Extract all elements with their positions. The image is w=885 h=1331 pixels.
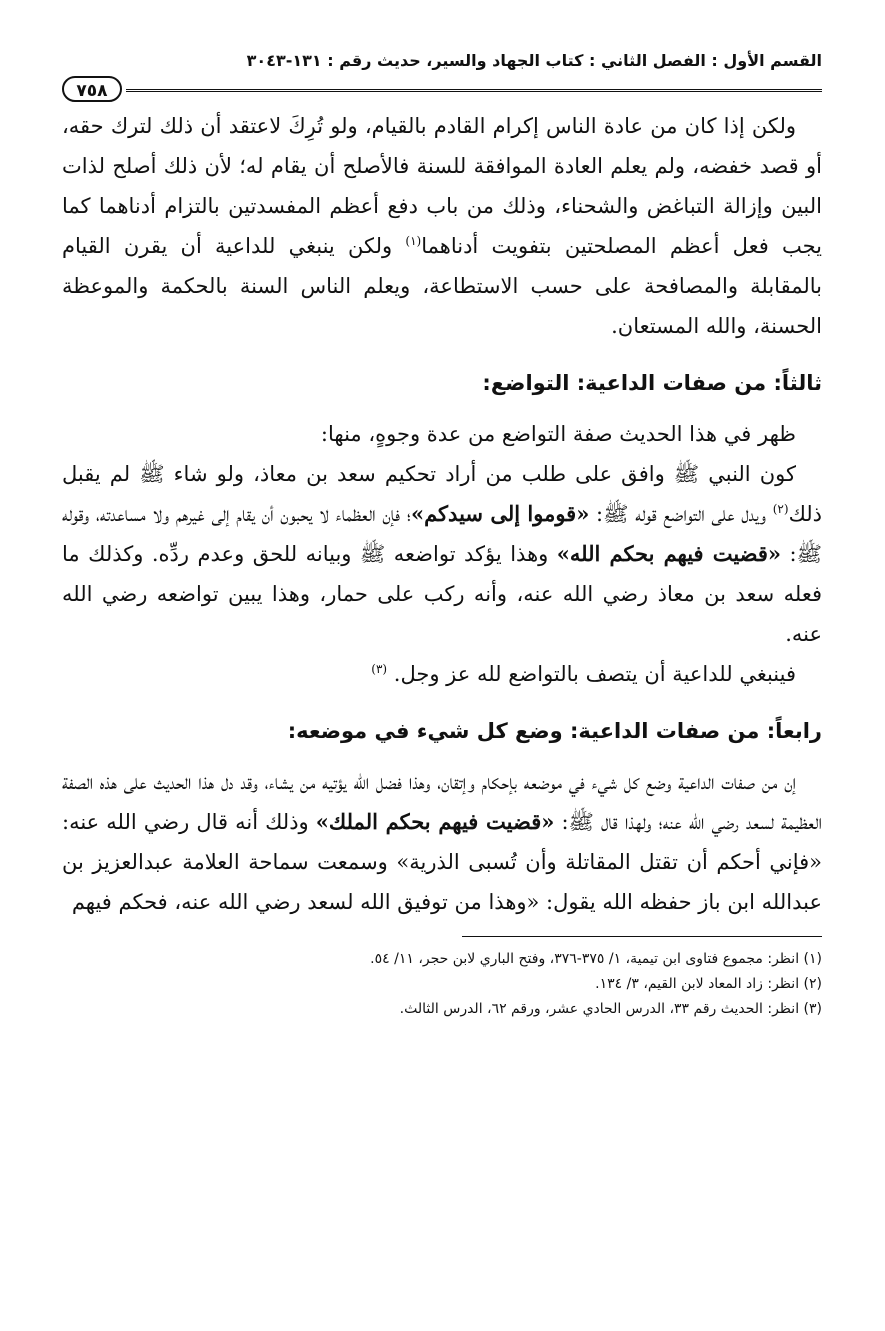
page-number: ٧٥٨	[62, 76, 122, 102]
section-heading-placement: رابعاً: من صفات الداعية: وضع كل شيء في موضعه:	[287, 719, 822, 743]
paragraph-text: إن من صفات الداعية وضع كل شيء في موضعه بإحكام وإتقان، وهذا فضل الله يؤتيه من يشاء، وقد دل هذا الحديث على هذه الصفة العظيمة لسعد رضي الله عنه؛ ولهذا قال ﷺ:	[62, 770, 822, 834]
paragraph-humility-intro: ظهر في هذا الحديث صفة التواضع من عدة وجوهٍ، منها:	[320, 422, 796, 446]
hadith-quote: «قضيت فيهم بحكم الملك»	[315, 809, 555, 834]
paragraph-text: وذلك أنه قال رضي الله عنه: «فإني أحكم أن تقتل المقاتلة وأن تُسبى الذرية» وسمعت سماحة العلامة عبدالعزيز بن عبدالله ابن باز حفظه الله يقول: «وهذا من توفيق الله لسعد رضي الله عنه، فحكم فيهم	[62, 810, 822, 914]
hadith-quote: «قوموا إلى سيدكم»	[410, 501, 590, 526]
header-rule-row	[62, 76, 822, 104]
paragraph-humility-conclusion	[62, 654, 822, 694]
footnote-ref-2: (٢)	[772, 502, 789, 516]
paragraph-text: وهذا يؤكد تواضعه ﷺ وبيانه للحق وعدم ردِّه. وكذلك ما فعله سعد بن معاذ رضي الله عنه، وأنه ركب على حمار، وهذا يبين تواضعه رضي الله عنه.	[62, 542, 822, 646]
paragraph-text: ولكن ينبغي للداعية أن يقرن القيام بالمقابلة والمصافحة على حسب الاستطاعة، ويعلم الناس السنة بالحكمة والموعظة الحسنة، والله المستعان.	[62, 234, 822, 338]
footnote-3: (٣) انظر: الحديث رقم ٣٣، الدرس الحادي عشر، ورقم ٦٢، الدرس الثالث.	[399, 1001, 822, 1017]
footnote-ref-1: (١)	[405, 234, 422, 248]
paragraph-text: ولكن إذا كان من عادة الناس إكرام القادم بالقيام، ولو تُرِكَ لاعتقد أن ذلك لترك حقه، أو قصد خفضه، ولم يعلم العادة الموافقة للسنة فالأصلح أن يقام له؛ لأن ذلك أصلح لذات البين وإزالة التباغض والشحناء، وذلك من باب دفع أعظم المفسدتين بالتزام أدناهما كما يجب فعل أعظم المصلحتين بتفويت أدناهما	[62, 114, 822, 258]
footnote-separator	[462, 936, 822, 937]
footnote-2: (٢) انظر: زاد المعاد لابن القيم، ٣/ ١٣٤.	[595, 976, 822, 992]
hadith-quote: «قضيت فيهم بحكم الله»	[556, 541, 782, 566]
footnote-1: (١) انظر: مجموع فتاوى ابن تيمية، ١/ ٣٧٥-٣٧٦، وفتح الباري لابن حجر، ١١/ ٥٤.	[370, 951, 822, 967]
paragraph-humility-evidence	[62, 454, 822, 654]
running-header: القسم الأول : الفصل الثاني : كتاب الجهاد والسير، حديث رقم : ١٣١-٣٠٤٣	[246, 51, 822, 70]
paragraph-text: ويدل على التواضع قوله ﷺ:	[589, 502, 773, 526]
paragraph-text: ؛ فإن العظماء لا يحبون أن يقام إلى غيرهم ولا مساعدته، وقوله ﷺ:	[62, 502, 822, 566]
paragraph-placement	[62, 762, 822, 922]
paragraph-standing-custom	[62, 106, 822, 346]
header-double-rule	[126, 89, 822, 92]
footnote-ref-3: (٣)	[371, 662, 388, 676]
paragraph-text: فينبغي للداعية أن يتصف بالتواضع لله عز وجل.	[387, 662, 796, 686]
paragraph-text: كون النبي ﷺ وافق على طلب من أراد تحكيم سعد بن معاذ، ولو شاء ﷺ لم يقبل ذلك	[62, 462, 823, 526]
section-heading-humility: ثالثاً: من صفات الداعية: التواضع:	[482, 371, 822, 395]
book-page	[62, 50, 822, 1022]
